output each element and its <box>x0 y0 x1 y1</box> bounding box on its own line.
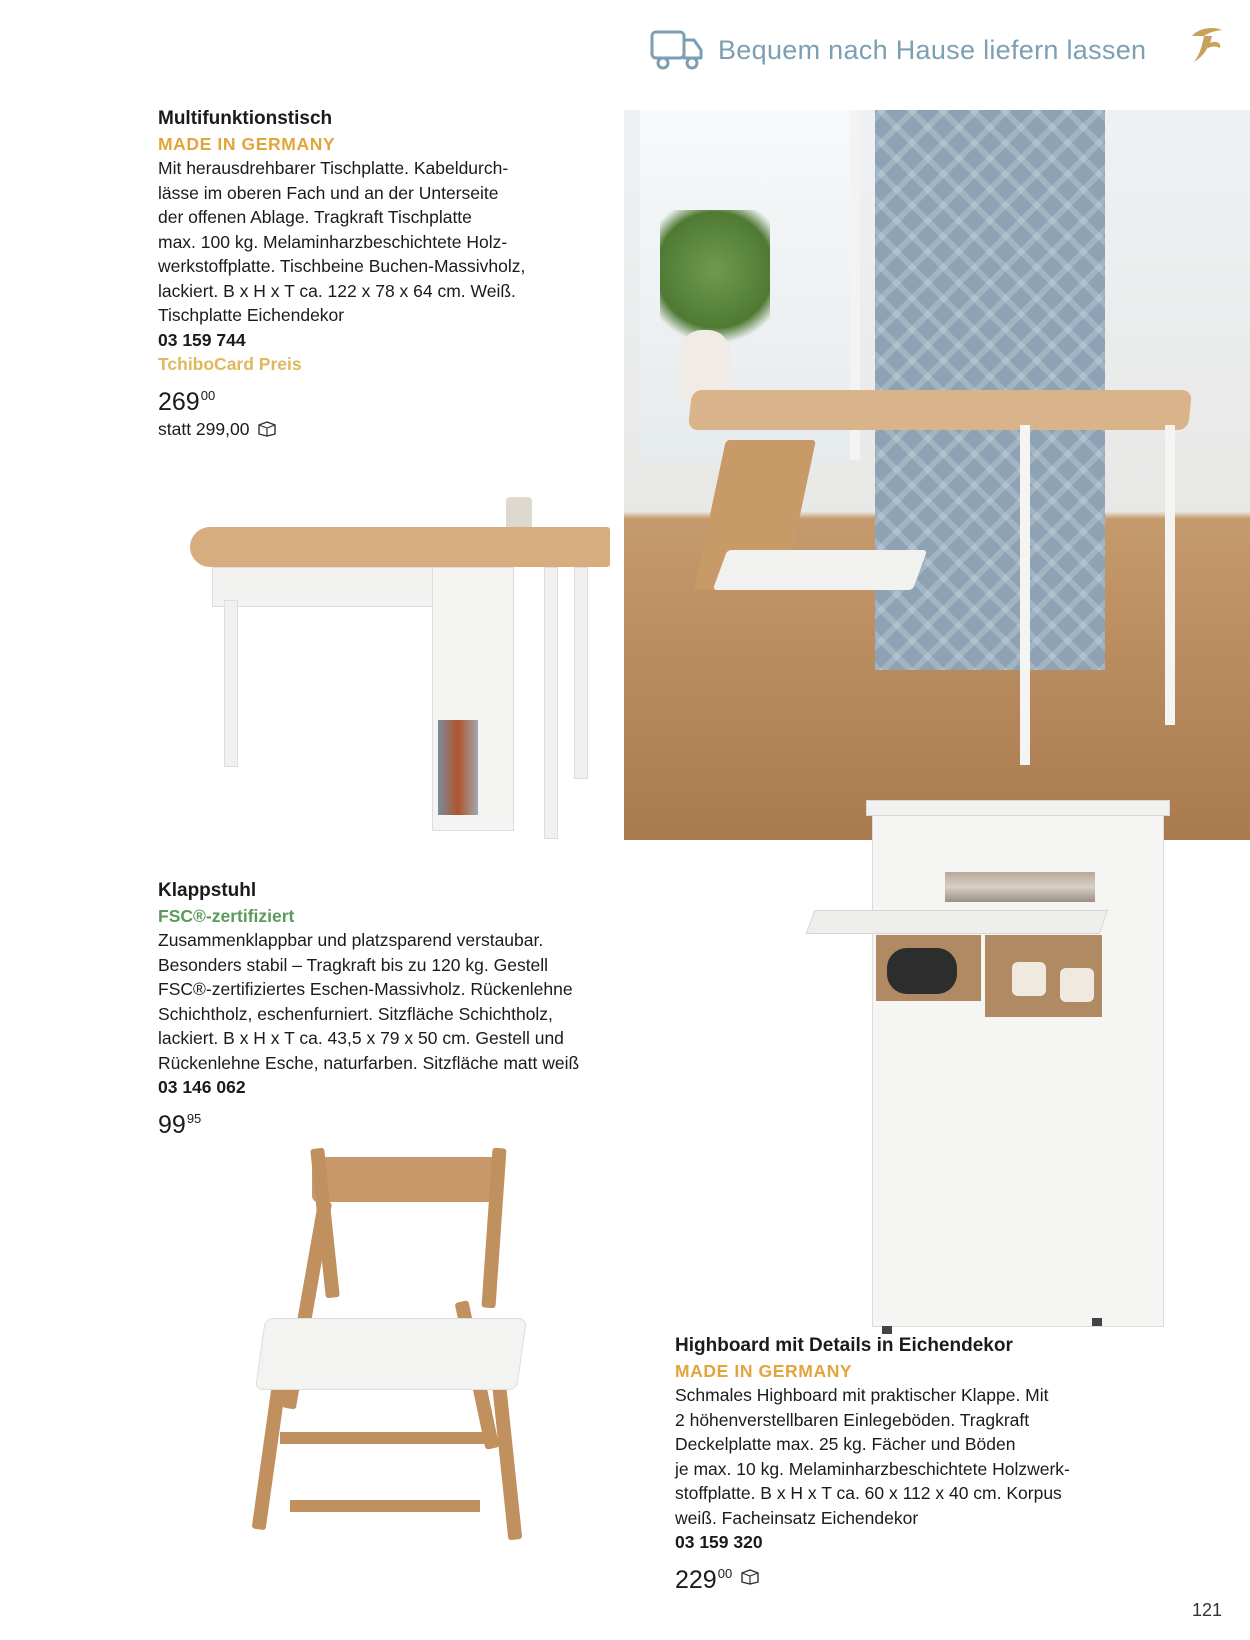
highboard-badge: MADE IN GERMANY <box>675 1360 853 1381</box>
chair-backrest <box>312 1157 498 1202</box>
highboard-desc-line: Deckelplatte max. 25 kg. Fächer und Böden <box>675 1434 1016 1454</box>
chair-price-cents: 95 <box>186 1110 202 1126</box>
chair-desc-line: Besonders stabil – Tragkraft bis zu 120 kg. Gestell <box>158 954 549 975</box>
highboard-mug <box>1012 962 1046 996</box>
chair-rung <box>290 1500 480 1512</box>
highboard-desc-line: je max. 10 kg. Melaminharzbeschichtete Holzwerk- <box>675 1458 1070 1479</box>
desk-article-number: 03 159 744 <box>158 329 246 350</box>
chair-info <box>158 879 628 1140</box>
highboard-desc-line: weiß. Facheinsatz Eichendekor <box>675 1507 919 1528</box>
desk-desc-line: Tischplatte Eichendekor <box>158 305 345 325</box>
highboard-mug <box>1060 968 1094 1002</box>
delivery-text: Bequem nach Hause liefern lassen <box>718 34 1147 65</box>
desk-title: Multifunktionstisch <box>158 108 333 129</box>
truck-icon <box>650 28 704 72</box>
chair-seat <box>255 1318 527 1390</box>
desk-desc-line: werkstoffplatte. Tischbeine Buchen-Massivholz, <box>158 256 526 276</box>
desk-shelf <box>212 567 434 607</box>
desk-badge: MADE IN GERMANY <box>158 133 336 154</box>
highboard-foot <box>1092 1318 1102 1326</box>
desk-books <box>438 720 478 815</box>
desk-desc-line: lackiert. B x H x T ca. 122 x 78 x 64 cm. Weiß. <box>158 280 516 301</box>
desk-desc-line: der offenen Ablage. Tragkraft Tischplatte <box>158 207 472 227</box>
desk-leg <box>574 567 588 779</box>
chair-desc-line: Zusammenklappbar und platzsparend verstaubar. <box>158 930 544 950</box>
highboard-title: Highboard mit Details in Eichendekor <box>675 1335 1013 1356</box>
chair-rung <box>280 1432 490 1444</box>
highboard-top <box>866 800 1170 816</box>
room-desk-leg <box>1165 425 1175 725</box>
highboard-price <box>675 1559 1135 1595</box>
desk-price-cents: 00 <box>200 387 216 403</box>
chair-desc-line: Schichtholz, eschenfurniert. Sitzfläche Schichtholz, <box>158 1003 553 1024</box>
package-icon <box>740 1569 760 1585</box>
chair-badge: FSC®-zertifiziert <box>158 905 295 926</box>
delivery-banner <box>650 24 1146 76</box>
room-desk-top <box>688 390 1192 430</box>
highboard-desc-line: stoffplatte. B x H x T ca. 60 x 112 x 40 cm. Korpus <box>675 1483 1062 1503</box>
chair-article-number: 03 146 062 <box>158 1077 246 1097</box>
desk-desc-line: lässe im oberen Fach und an der Unterseite <box>158 182 499 203</box>
chair-leg <box>252 1380 287 1530</box>
desk-leg <box>224 600 238 767</box>
highboard-desc-line: Schmales Highboard mit praktischer Klappe. Mit <box>675 1385 1049 1405</box>
highboard-flap <box>806 910 1109 934</box>
desk-was-price-row <box>158 417 598 442</box>
chair-desc-line: FSC®-zertifiziertes Eschen-Massivholz. Rückenlehne <box>158 979 573 999</box>
chair-price <box>158 1104 628 1140</box>
chair-desc-line: lackiert. B x H x T ca. 43,5 x 79 x 50 cm. Gestell und <box>158 1028 564 1048</box>
desk-price <box>158 381 598 417</box>
package-icon <box>257 421 277 437</box>
chair-title: Klappstuhl <box>158 880 257 901</box>
chair-price-main: 99 <box>158 1110 186 1139</box>
highboard-article-number: 03 159 320 <box>675 1532 763 1552</box>
highboard-info <box>675 1334 1135 1595</box>
desk-info <box>158 107 598 441</box>
desk-tabletop <box>190 527 610 567</box>
highboard-speaker <box>887 948 957 994</box>
desk-desc-line: Mit herausdrehbarer Tischplatte. Kabeldurch- <box>158 158 509 178</box>
tchibo-logo-icon <box>1184 22 1228 66</box>
chair-leg <box>492 1380 523 1541</box>
page-number: 121 <box>1192 1600 1223 1620</box>
desk-price-main: 269 <box>158 387 200 416</box>
chair-description <box>158 928 628 1075</box>
desk-card-label: TchiboCard Preis <box>158 354 302 374</box>
highboard-price-main: 229 <box>675 1565 717 1594</box>
desk-leg <box>544 567 558 839</box>
desk-desc-line: max. 100 kg. Melaminharzbeschichtete Holz- <box>158 231 508 252</box>
highboard-desc-line: 2 höhenverstellbaren Einlegeböden. Tragkraft <box>675 1409 1030 1430</box>
chair-desc-line: Rückenlehne Esche, naturfarben. Sitzfläche matt weiß <box>158 1052 580 1073</box>
highboard-description <box>675 1383 1135 1530</box>
room-chair-seat <box>713 550 928 590</box>
highboard-foot <box>882 1326 892 1334</box>
highboard-price-cents: 00 <box>717 1565 733 1581</box>
desk-description <box>158 156 598 328</box>
room-desk-leg <box>1020 425 1030 765</box>
highboard-magazines <box>945 872 1095 902</box>
desk-was-price: statt 299,00 <box>158 418 250 439</box>
